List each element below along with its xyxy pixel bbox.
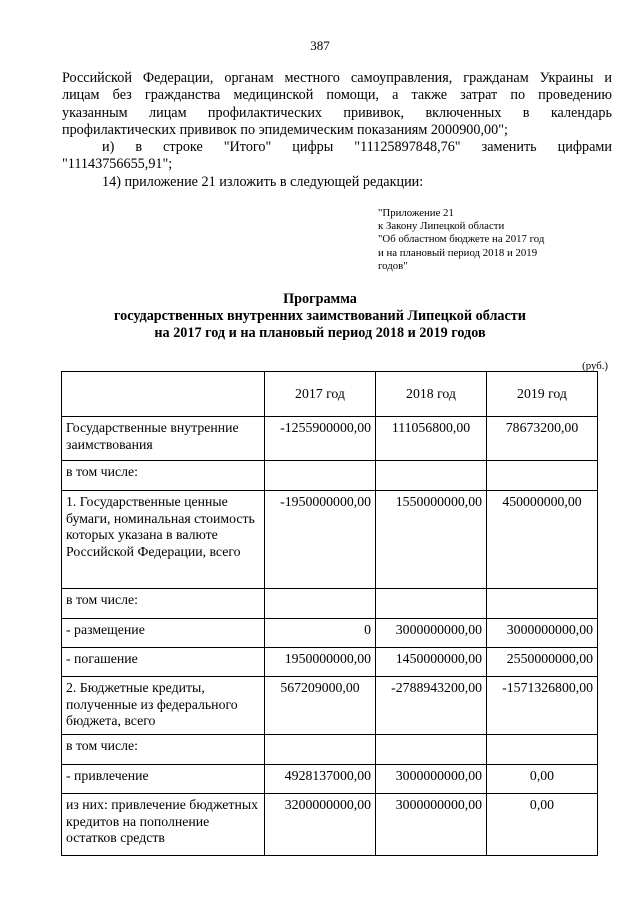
table-row	[62, 648, 598, 677]
value-2019: 450000000,00	[487, 491, 598, 589]
paragraph-line: указанным лицам профилактических прививок, включенных в календарь	[62, 104, 612, 121]
value-2018	[376, 735, 487, 765]
value-2019: 3000000000,00	[487, 619, 598, 648]
table-row	[62, 735, 598, 765]
value-2017	[265, 735, 376, 765]
row-name: Государственные внутренние заимствования	[62, 417, 265, 461]
row-name: из них: привлечение бюджетных кредитов на пополнение остатков средств	[62, 794, 265, 856]
title-line: Программа	[283, 291, 357, 307]
row-name: в том числе:	[62, 735, 265, 765]
appendix-note-line: и на плановый период 2018 и 2019	[378, 246, 538, 259]
value-2017: 3200000000,00	[265, 794, 376, 856]
value-2017	[265, 461, 376, 491]
row-name: - погашение	[62, 648, 265, 677]
appendix-note-line: к Закону Липецкой области	[378, 220, 505, 233]
value-2019	[487, 735, 598, 765]
header-cell-name	[62, 372, 265, 417]
value-2018: -2788943200,00	[376, 677, 487, 735]
row-name: - размещение	[62, 619, 265, 648]
table-row	[62, 461, 598, 491]
appendix-note	[378, 207, 544, 273]
row-name: в том числе:	[62, 589, 265, 619]
row-name: в том числе:	[62, 461, 265, 491]
table-row	[62, 491, 598, 589]
value-2019: 0,00	[487, 765, 598, 794]
body-text	[62, 70, 612, 191]
value-2018	[376, 589, 487, 619]
header-cell-2017: 2017 год	[265, 372, 376, 417]
row-name: 1. Государственные ценные бумаги, номинальная стоимость которых указана в валюте Российской Федерации, всего	[62, 491, 265, 589]
value-2019: 2550000000,00	[487, 648, 598, 677]
value-2017: 1950000000,00	[265, 648, 376, 677]
value-2017: 4928137000,00	[265, 765, 376, 794]
paragraph-line: лицам без гражданства медицинской помощи, а также затрат по проведению	[62, 87, 612, 104]
table-row	[62, 794, 598, 856]
value-2019: -1571326800,00	[487, 677, 598, 735]
value-2019: 0,00	[487, 794, 598, 856]
value-2019: 78673200,00	[487, 417, 598, 461]
value-2017	[265, 589, 376, 619]
paragraph-line: профилактических прививок по эпидемическим показаниям 2000900,00";	[62, 121, 508, 138]
row-name: - привлечение	[62, 765, 265, 794]
document-title	[0, 291, 640, 342]
paragraph-line: Российской Федерации, органам местного самоуправления, гражданам Украины и	[62, 70, 612, 86]
value-2019	[487, 461, 598, 491]
appendix-note-line: "Приложение 21	[378, 207, 454, 219]
value-2019	[487, 589, 598, 619]
table-header-row	[62, 372, 598, 417]
table-row	[62, 765, 598, 794]
paragraph-line: и) в строке "Итого" цифры "11125897848,76" заменить цифрами	[102, 139, 612, 156]
borrowing-program-table	[61, 371, 598, 856]
value-2017: -1950000000,00	[265, 491, 376, 589]
value-2018	[376, 461, 487, 491]
table-row	[62, 417, 598, 461]
table-row	[62, 589, 598, 619]
value-2018: 3000000000,00	[376, 765, 487, 794]
value-2018: 3000000000,00	[376, 794, 487, 856]
table-row	[62, 677, 598, 735]
value-2018: 3000000000,00	[376, 619, 487, 648]
value-2017: 0	[265, 619, 376, 648]
table-row	[62, 619, 598, 648]
title-line: на 2017 год и на плановый период 2018 и 2019 годов	[154, 325, 486, 341]
title-line: государственных внутренних заимствований Липецкой области	[114, 308, 526, 324]
value-2018: 1450000000,00	[376, 648, 487, 677]
header-cell-2019: 2019 год	[487, 372, 598, 417]
header-cell-2018: 2018 год	[376, 372, 487, 417]
value-2017: 567209000,00	[265, 677, 376, 735]
appendix-note-line: годов"	[378, 259, 408, 272]
page-number: 387	[310, 38, 330, 53]
value-2018: 111056800,00	[376, 417, 487, 461]
unit-label: (руб.)	[582, 360, 608, 372]
paragraph-line: "11143756655,91";	[62, 156, 173, 173]
appendix-note-line: "Об областном бюджете на 2017 год	[378, 233, 545, 246]
row-name: 2. Бюджетные кредиты, полученные из федерального бюджета, всего	[62, 677, 265, 735]
value-2018: 1550000000,00	[376, 491, 487, 589]
paragraph-line: 14) приложение 21 изложить в следующей редакции:	[102, 173, 424, 190]
value-2017: -1255900000,00	[265, 417, 376, 461]
